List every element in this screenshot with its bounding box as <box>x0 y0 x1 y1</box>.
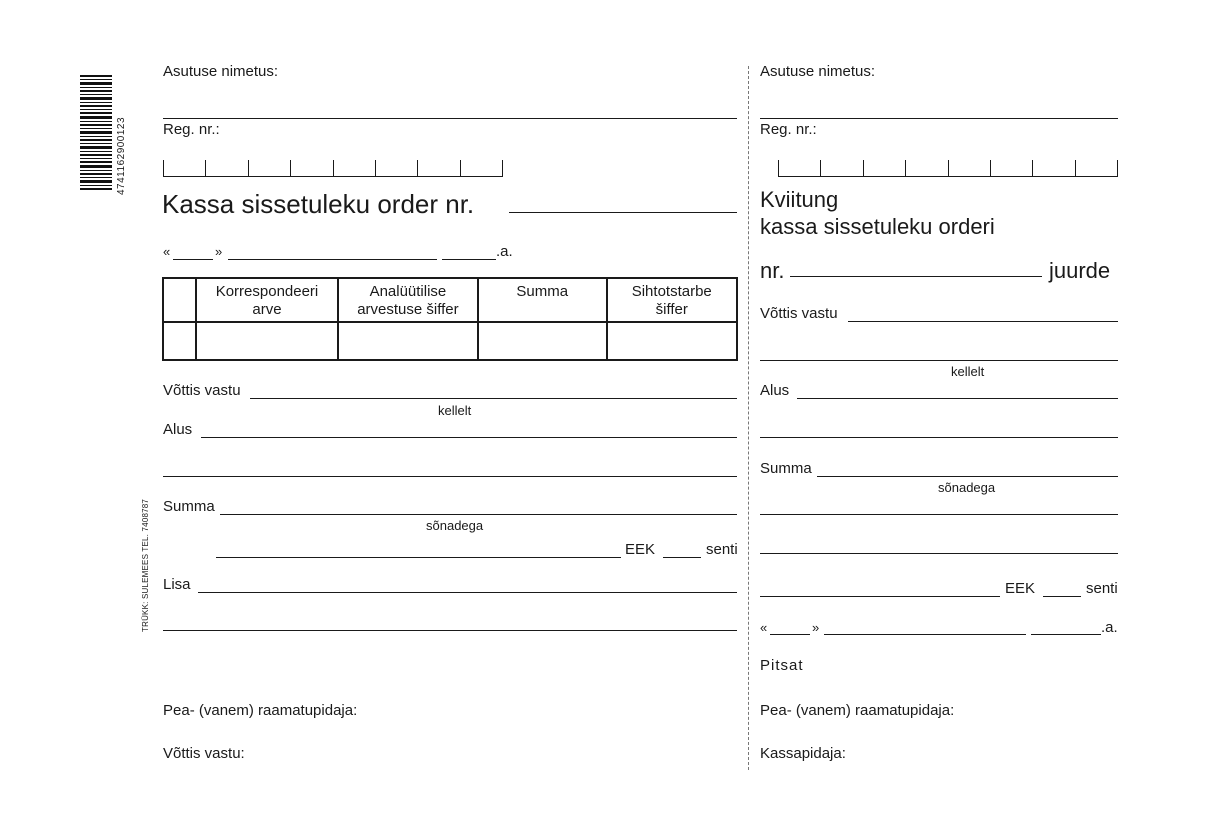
receipt-date-month-field[interactable] <box>824 634 1026 635</box>
cashier-label: Kassapidaja: <box>760 745 846 762</box>
attachment-field[interactable] <box>198 592 737 593</box>
in-words-caption: sõnadega <box>426 518 484 533</box>
receipt-received-from-label: Võttis vastu <box>760 305 838 322</box>
perforation-divider <box>748 66 749 770</box>
receipt-received-from-field[interactable] <box>848 321 1118 322</box>
table-cell[interactable] <box>196 322 338 360</box>
table-header-cell: Sihtotstarbe šiffer <box>607 278 738 322</box>
table-header-row <box>163 278 737 322</box>
table-cell[interactable] <box>478 322 607 360</box>
receipt-institution-field[interactable] <box>760 118 1118 119</box>
receipt-reg-label: Reg. nr.: <box>760 121 817 138</box>
receipt-currency-label: EEK <box>1005 580 1036 597</box>
amount-field[interactable] <box>220 514 737 515</box>
receipt-cents-label: senti <box>1086 580 1118 597</box>
table-cell[interactable] <box>338 322 478 360</box>
receipt-cents-field[interactable] <box>1043 596 1081 597</box>
reg-label: Reg. nr.: <box>163 121 220 138</box>
received-from-label: Võttis vastu <box>163 382 241 399</box>
table-header-cell: Summa <box>478 278 607 322</box>
receipt-received-from-field-2[interactable] <box>760 360 1118 361</box>
receipt-nr-label: nr. <box>760 258 785 283</box>
receipt-nr-suffix: juurde <box>1049 258 1111 283</box>
table-cell[interactable] <box>163 322 196 360</box>
receipt-basis-label: Alus <box>760 382 790 399</box>
stamp-label: Pitsat <box>760 657 804 674</box>
table-row[interactable] <box>163 322 737 360</box>
receipt-date-suffix: .a. <box>1101 619 1118 636</box>
receipt-date-close-quote: » <box>812 620 820 635</box>
page-title: Kassa sissetuleku order nr. <box>162 189 475 219</box>
table-header-cell: Analüütilise arvestuse šiffer <box>338 278 478 322</box>
receipt-title-line2: kassa sissetuleku orderi <box>760 214 995 239</box>
attachment-field-2[interactable] <box>163 630 737 631</box>
receipt-in-words-caption: sõnadega <box>938 480 996 495</box>
from-whom-caption: kellelt <box>438 403 472 418</box>
institution-field[interactable] <box>163 118 737 119</box>
institution-label: Asutuse nimetus: <box>163 63 279 80</box>
receipt-date-day-field[interactable] <box>770 634 810 635</box>
date-suffix: .a. <box>496 243 513 260</box>
accounting-table <box>162 277 738 361</box>
chief-accountant-label: Pea- (vanem) raamatupidaja: <box>163 702 358 719</box>
date-open-quote: « <box>163 244 171 259</box>
printer-info: TRÜKK: SULEMEES TEL. 7408787 <box>141 498 150 632</box>
date-day-field[interactable] <box>173 259 213 260</box>
attachment-label: Lisa <box>163 576 191 593</box>
date-month-field[interactable] <box>228 259 437 260</box>
receipt-date-open-quote: « <box>760 620 768 635</box>
reg-number-boxes[interactable] <box>163 160 503 177</box>
cents-label: senti <box>706 541 738 558</box>
receipt-date-year-field[interactable] <box>1031 634 1101 635</box>
date-year-field[interactable] <box>442 259 496 260</box>
table-header-cell <box>163 278 196 322</box>
table-cell[interactable] <box>607 322 738 360</box>
receipt-order-number-field[interactable] <box>790 276 1042 277</box>
cents-field[interactable] <box>663 557 701 558</box>
table-header-cell: Korrespondeeri arve <box>196 278 338 322</box>
amount-label: Summa <box>163 498 215 515</box>
received-from-field[interactable] <box>250 398 737 399</box>
receipt-basis-field[interactable] <box>797 398 1118 399</box>
receipt-basis-field-2[interactable] <box>760 437 1118 438</box>
date-close-quote: » <box>215 244 223 259</box>
barcode-digits: 4741162900123 <box>116 116 127 195</box>
receipt-reg-number-boxes[interactable] <box>778 160 1118 177</box>
receipt-chief-accountant-label: Pea- (vanem) raamatupidaja: <box>760 702 955 719</box>
receipt-institution-label: Asutuse nimetus: <box>760 63 876 80</box>
receipt-amount-words-field[interactable] <box>760 596 1000 597</box>
receipt-amount-field-2[interactable] <box>760 514 1118 515</box>
amount-words-field[interactable] <box>216 557 621 558</box>
receipt-from-whom-caption: kellelt <box>951 364 985 379</box>
received-by-label: Võttis vastu: <box>163 745 245 762</box>
currency-label: EEK <box>625 541 656 558</box>
receipt-title-line1: Kviitung <box>760 187 839 212</box>
receipt-amount-field[interactable] <box>817 476 1118 477</box>
basis-field-2[interactable] <box>163 476 737 477</box>
receipt-amount-label: Summa <box>760 460 812 477</box>
order-number-field[interactable] <box>509 212 737 213</box>
receipt-amount-field-3[interactable] <box>760 553 1118 554</box>
basis-field[interactable] <box>201 437 737 438</box>
basis-label: Alus <box>163 421 193 438</box>
